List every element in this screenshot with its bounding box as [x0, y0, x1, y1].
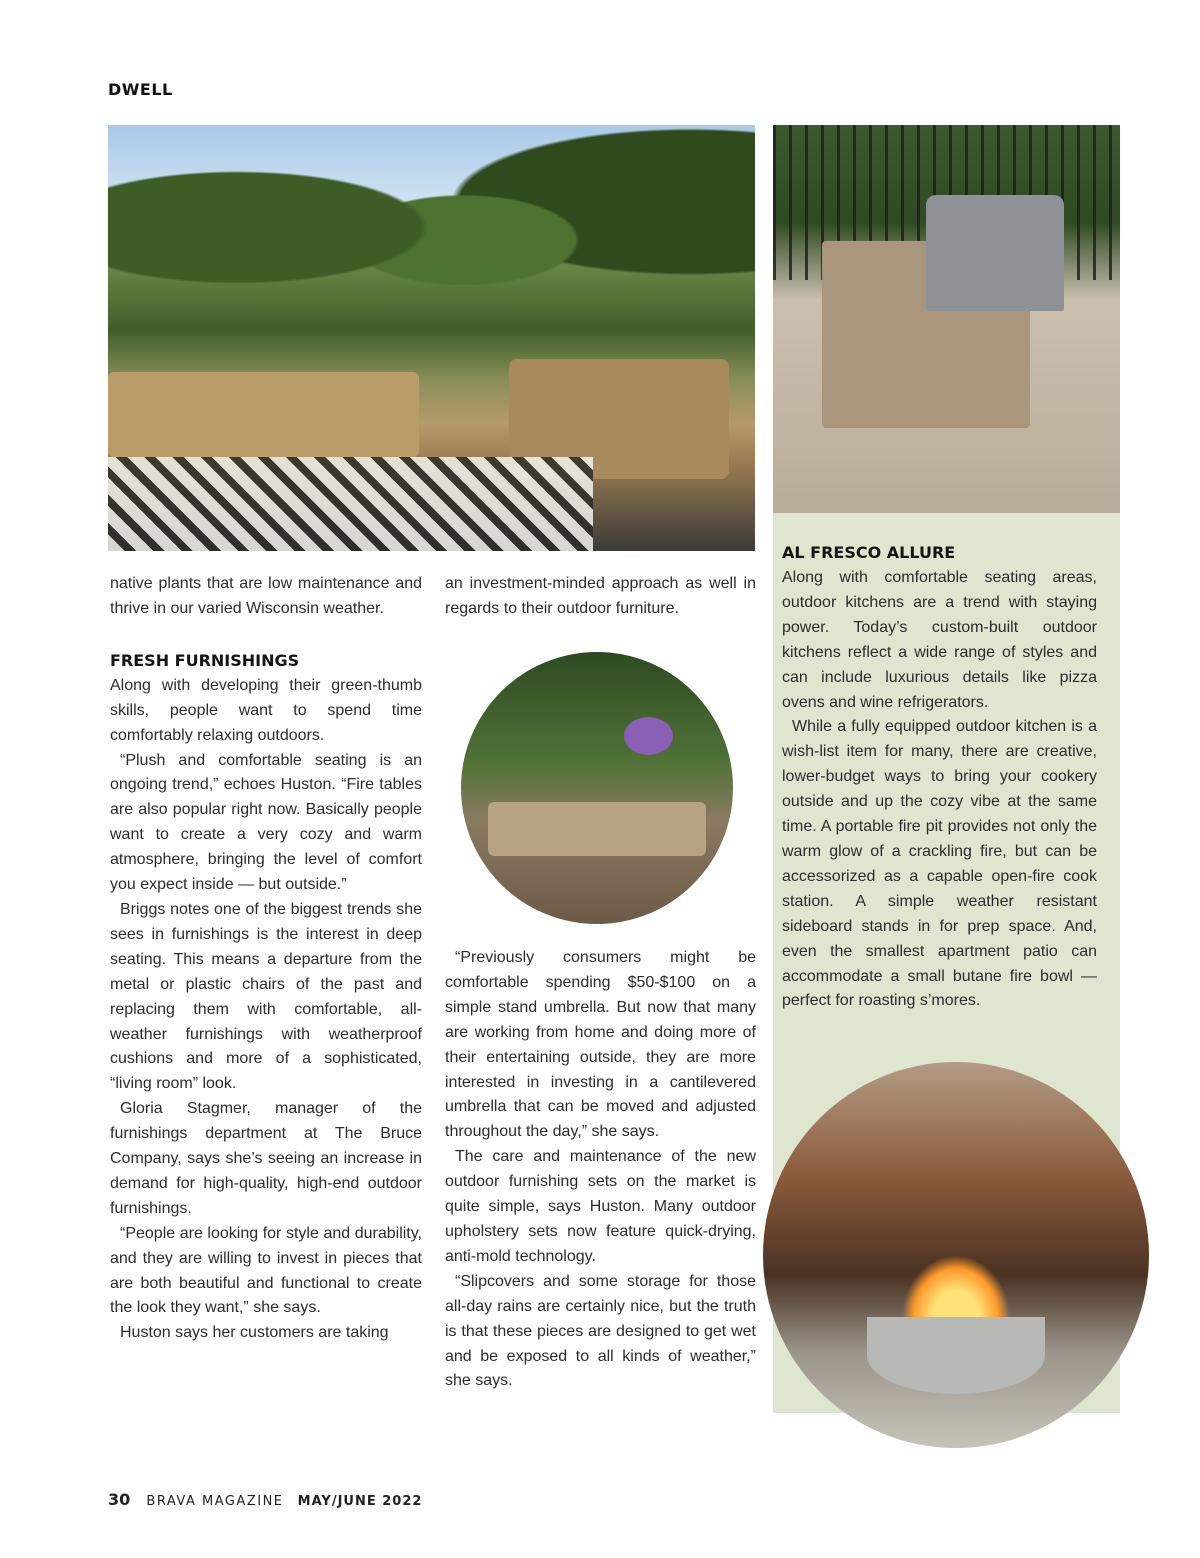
paragraph: Huston says her customers are taking — [120, 1324, 389, 1342]
paragraph: an investment-minded approach as well in regards to their outdoor furniture. — [445, 575, 756, 617]
fire-bowl-shape — [867, 1317, 1045, 1394]
furniture-shape — [488, 802, 706, 856]
grill-shape — [926, 195, 1065, 311]
issue-date: MAY/JUNE 2022 — [297, 1494, 423, 1509]
paragraph: “People are looking for style and durability, and they are willing to invest in pieces that are both beautiful and functional to create the look they want,” she says. — [110, 1224, 422, 1317]
paragraph: “Slipcovers and some storage for those all-day rains are certainly nice, but the truth is that these pieces are designed to get wet and be exposed to all kinds of weather,” she says. — [445, 1272, 756, 1390]
rug-shape — [108, 457, 593, 551]
middle-column-bottom — [445, 946, 756, 1394]
page-footer — [108, 1490, 422, 1509]
page-number: 30 — [108, 1490, 131, 1509]
paragraph: While a fully equipped outdoor kitchen is a wish-list item for many, there are creative, lower-budget ways to bring your cookery outside and up the cozy vibe at the same time. A portable fire pit provides not only the warm glow of a crackling fire, but can be accessorized as a capable open-fire cook station. A simple weather resistant sideboard stands in for prep space. And, even the smallest apartment patio can accommodate a small butane fire bowl — perfect for roasting s’mores. — [782, 718, 1097, 1010]
section-label: DWELL — [108, 80, 173, 99]
magazine-name: BRAVA MAGAZINE — [146, 1494, 284, 1509]
subheading-fresh-furnishings: FRESH FURNISHINGS — [110, 650, 300, 670]
middle-column-top — [445, 572, 756, 622]
sofa-shape — [108, 372, 419, 457]
paragraph: “Previously consumers might be comfortable spending $50-$100 on a simple stand umbrella. But now that many are working from home and doing more of their entertaining outside, they are more interested in investing in a cantilevered umbrella that can be moved and adjusted throughout the day,” she says. — [445, 949, 756, 1141]
flower-shape — [624, 717, 673, 755]
patio-photo — [108, 125, 755, 551]
outdoor-kitchen-photo — [773, 125, 1120, 513]
paragraph: Along with comfortable seating areas, outdoor kitchens are a trend with staying power. Today’s custom-built outdoor kitchens reflect a wide range of styles and can include luxurious details like pizza ovens and wine refrigerators. — [782, 569, 1097, 711]
trees-shape — [108, 125, 755, 381]
subheading-al-fresco-allure: AL FRESCO ALLURE — [782, 543, 956, 562]
sidebar-text — [782, 540, 1097, 1014]
paragraph: Gloria Stagmer, manager of the furnishings department at The Bruce Company, says she’s seeing an increase in demand for high-quality, high-end outdoor furnishings. — [110, 1100, 422, 1217]
paragraph: Along with developing their green-thumb skills, people want to spend time comfortably relaxing outdoors. — [110, 676, 422, 744]
paragraph: native plants that are low maintenance and thrive in our varied Wisconsin weather. — [110, 575, 422, 617]
fire-pit-photo — [763, 1062, 1149, 1448]
paragraph: The care and maintenance of the new outdoor furnishing sets on the market is quite simple, says Huston. Many outdoor upholstery sets now feature quick-drying, anti-mold technology. — [445, 1148, 756, 1265]
left-column — [110, 572, 422, 1346]
paragraph: “Plush and comfortable seating is an ongoing trend,” echoes Huston. “Fire tables are also popular right now. Basically people want to create a very cozy and warm atmosphere, bringing the level of comfort you expect inside — but outside.” — [110, 751, 422, 894]
paragraph: Briggs notes one of the biggest trends she sees in furnishings is the interest in deep seating. This means a departure from the metal or plastic chairs of the past and replacing them with comfortable, all-weather furnishings with weatherproof cushions and more of a sophisticated, “living room” look. — [110, 900, 422, 1093]
deck-seating-photo — [461, 652, 733, 924]
